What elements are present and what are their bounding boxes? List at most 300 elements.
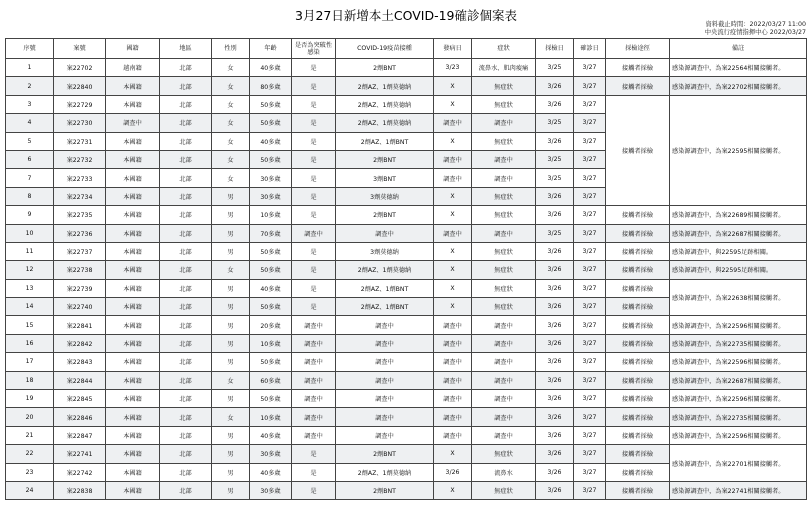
column-header: 性別 [212, 39, 250, 59]
note-cell: 感染源調查中，為案22701相關接觸者。 [670, 445, 807, 482]
onset-date-cell: 調查中 [434, 114, 472, 132]
nationality-cell: 本國籍 [106, 242, 160, 260]
case-no-cell: 20 [6, 408, 54, 426]
vaccination-cell: 調查中 [336, 408, 434, 426]
breakthrough-cell: 是 [292, 481, 336, 499]
age-group-cell: 60多歲 [250, 371, 292, 389]
vaccination-cell: 2劑AZ、1劑莫德納 [336, 95, 434, 113]
test-route-cell: 接觸者採檢 [606, 371, 670, 389]
symptoms-cell: 調查中 [472, 316, 536, 334]
onset-date-cell: 調查中 [434, 316, 472, 334]
sex-cell: 女 [212, 169, 250, 187]
test-date-cell: 3/25 [536, 59, 574, 77]
region-cell: 北部 [160, 298, 212, 316]
data-source: 中央流行疫情指揮中心 2022/03/27 [704, 29, 806, 36]
symptoms-cell: 無症狀 [472, 187, 536, 205]
onset-date-cell: X [434, 261, 472, 279]
note-cell: 感染源調查中，為案22702相關接觸者。 [670, 77, 807, 95]
nationality-cell: 本國籍 [106, 390, 160, 408]
case-id-cell: 案22846 [54, 408, 106, 426]
table-row [6, 408, 807, 426]
confirm-date-cell: 3/27 [574, 390, 606, 408]
confirm-date-cell: 3/27 [574, 334, 606, 352]
breakthrough-cell: 調查中 [292, 353, 336, 371]
age-group-cell: 50多歲 [250, 95, 292, 113]
region-cell: 北部 [160, 242, 212, 260]
column-header: 案號 [54, 39, 106, 59]
symptoms-cell: 無症狀 [472, 242, 536, 260]
case-id-cell: 案22736 [54, 224, 106, 242]
note-cell: 感染源調查中，與22595足跡相關。 [670, 242, 807, 260]
confirm-date-cell: 3/27 [574, 408, 606, 426]
age-group-cell: 50多歲 [250, 261, 292, 279]
test-date-cell: 3/26 [536, 426, 574, 444]
sex-cell: 女 [212, 114, 250, 132]
sex-cell: 男 [212, 224, 250, 242]
nationality-cell: 本國籍 [106, 224, 160, 242]
confirm-date-cell: 3/27 [574, 150, 606, 168]
vaccination-cell: 2劑AZ、1劑莫德納 [336, 77, 434, 95]
onset-date-cell: X [434, 132, 472, 150]
vaccination-cell: 3劑BNT [336, 169, 434, 187]
region-cell: 北部 [160, 445, 212, 463]
nationality-cell: 本國籍 [106, 463, 160, 481]
test-route-cell: 接觸者採檢 [606, 445, 670, 463]
test-route-cell: 接觸者採檢 [606, 77, 670, 95]
breakthrough-cell: 是 [292, 463, 336, 481]
case-id-cell: 案22737 [54, 242, 106, 260]
case-no-cell: 19 [6, 390, 54, 408]
test-date-cell: 3/26 [536, 445, 574, 463]
confirm-date-cell: 3/27 [574, 481, 606, 499]
case-id-cell: 案22730 [54, 114, 106, 132]
case-no-cell: 11 [6, 242, 54, 260]
test-date-cell: 3/26 [536, 132, 574, 150]
vaccination-cell: 2劑BNT [336, 206, 434, 224]
age-group-cell: 40多歲 [250, 59, 292, 77]
age-group-cell: 80多歲 [250, 77, 292, 95]
onset-date-cell: 調查中 [434, 353, 472, 371]
case-id-cell: 案22741 [54, 445, 106, 463]
nationality-cell: 本國籍 [106, 279, 160, 297]
case-no-cell: 14 [6, 298, 54, 316]
case-id-cell: 案22731 [54, 132, 106, 150]
sex-cell: 男 [212, 279, 250, 297]
note-cell: 感染源調查中，為案22596相關接觸者。 [670, 353, 807, 371]
symptoms-cell: 無症狀 [472, 279, 536, 297]
age-group-cell: 40多歲 [250, 426, 292, 444]
region-cell: 北部 [160, 279, 212, 297]
confirm-date-cell: 3/27 [574, 316, 606, 334]
breakthrough-cell: 是 [292, 298, 336, 316]
test-route-cell: 接觸者採檢 [606, 279, 670, 297]
breakthrough-cell: 調查中 [292, 334, 336, 352]
table-header [6, 39, 807, 59]
test-date-cell: 3/26 [536, 481, 574, 499]
case-id-cell: 案22734 [54, 187, 106, 205]
age-group-cell: 40多歲 [250, 463, 292, 481]
confirm-date-cell: 3/27 [574, 261, 606, 279]
symptoms-cell: 無症狀 [472, 95, 536, 113]
onset-date-cell: X [434, 77, 472, 95]
note-cell: 感染源調查中，為案22638相關接觸者。 [670, 279, 807, 316]
sex-cell: 女 [212, 371, 250, 389]
nationality-cell: 本國籍 [106, 77, 160, 95]
case-id-cell: 案22733 [54, 169, 106, 187]
column-header: 採檢途徑 [606, 39, 670, 59]
test-date-cell: 3/25 [536, 114, 574, 132]
case-no-cell: 7 [6, 169, 54, 187]
breakthrough-cell: 調查中 [292, 390, 336, 408]
age-group-cell: 10多歲 [250, 334, 292, 352]
onset-date-cell: X [434, 445, 472, 463]
test-route-cell: 接觸者採檢 [606, 481, 670, 499]
region-cell: 北部 [160, 316, 212, 334]
vaccination-cell: 調查中 [336, 371, 434, 389]
table-row [6, 390, 807, 408]
symptoms-cell: 調查中 [472, 353, 536, 371]
confirm-date-cell: 3/27 [574, 371, 606, 389]
test-date-cell: 3/26 [536, 463, 574, 481]
case-no-cell: 15 [6, 316, 54, 334]
nationality-cell: 本國籍 [106, 481, 160, 499]
sex-cell: 男 [212, 445, 250, 463]
breakthrough-cell: 是 [292, 114, 336, 132]
confirm-date-cell: 3/27 [574, 77, 606, 95]
breakthrough-cell: 是 [292, 242, 336, 260]
case-no-cell: 21 [6, 426, 54, 444]
case-id-cell: 案22740 [54, 298, 106, 316]
case-no-cell: 4 [6, 114, 54, 132]
vaccination-cell: 2劑BNT [336, 59, 434, 77]
vaccination-cell: 調查中 [336, 224, 434, 242]
sex-cell: 男 [212, 481, 250, 499]
sex-cell: 男 [212, 353, 250, 371]
symptoms-cell: 無症狀 [472, 77, 536, 95]
sex-cell: 女 [212, 59, 250, 77]
column-header: COVID-19疫苗接種 [336, 39, 434, 59]
test-date-cell: 3/26 [536, 206, 574, 224]
symptoms-cell: 流鼻水、肌肉痠痛 [472, 59, 536, 77]
case-no-cell: 3 [6, 95, 54, 113]
case-no-cell: 23 [6, 463, 54, 481]
case-id-cell: 案22843 [54, 353, 106, 371]
symptoms-cell: 調查中 [472, 371, 536, 389]
note-cell: 感染源調查中，為案22689相關接觸者。 [670, 206, 807, 224]
case-id-cell: 案22844 [54, 371, 106, 389]
test-route-cell: 接觸者採檢 [606, 353, 670, 371]
region-cell: 北部 [160, 59, 212, 77]
nationality-cell: 本國籍 [106, 334, 160, 352]
page-title: 3月27日新增本土COVID-19確診個案表 [295, 8, 517, 23]
vaccination-cell: 2劑AZ、1劑BNT [336, 132, 434, 150]
symptoms-cell: 無症狀 [472, 132, 536, 150]
region-cell: 北部 [160, 371, 212, 389]
table-row [6, 371, 807, 389]
region-cell: 北部 [160, 169, 212, 187]
nationality-cell: 本國籍 [106, 371, 160, 389]
case-id-cell: 案22742 [54, 463, 106, 481]
note-cell: 感染源調查中，為案22687相關接觸者。 [670, 224, 807, 242]
case-no-cell: 5 [6, 132, 54, 150]
test-route-cell: 接觸者採檢 [606, 224, 670, 242]
breakthrough-cell: 是 [292, 95, 336, 113]
sex-cell: 男 [212, 316, 250, 334]
table-row [6, 445, 807, 463]
symptoms-cell: 流鼻水 [472, 463, 536, 481]
vaccination-cell: 2劑AZ、1劑BNT [336, 298, 434, 316]
breakthrough-cell: 是 [292, 132, 336, 150]
table-row [6, 95, 807, 113]
age-group-cell: 20多歲 [250, 316, 292, 334]
breakthrough-cell: 是 [292, 445, 336, 463]
sex-cell: 男 [212, 390, 250, 408]
age-group-cell: 30多歲 [250, 445, 292, 463]
table-row [6, 316, 807, 334]
test-route-cell: 接觸者採檢 [606, 316, 670, 334]
column-header: 是否為突破性感染 [292, 39, 336, 59]
onset-date-cell: X [434, 298, 472, 316]
confirm-date-cell: 3/27 [574, 426, 606, 444]
column-header: 地區 [160, 39, 212, 59]
test-route-cell: 接觸者採檢 [606, 334, 670, 352]
case-no-cell: 6 [6, 150, 54, 168]
case-no-cell: 22 [6, 445, 54, 463]
test-date-cell: 3/25 [536, 150, 574, 168]
table-row [6, 334, 807, 352]
table-row [6, 242, 807, 260]
vaccination-cell: 調查中 [336, 334, 434, 352]
case-no-cell: 9 [6, 206, 54, 224]
vaccination-cell: 3劑莫德納 [336, 187, 434, 205]
note-cell: 感染源調查中，為案22735相關接觸者。 [670, 334, 807, 352]
case-no-cell: 2 [6, 77, 54, 95]
breakthrough-cell: 調查中 [292, 316, 336, 334]
nationality-cell: 本國籍 [106, 316, 160, 334]
data-cutoff-time: 資料截止時間：2022/03/27 11:00 [705, 21, 806, 28]
breakthrough-cell: 調查中 [292, 224, 336, 242]
test-route-cell: 接觸者採檢 [606, 463, 670, 481]
case-id-cell: 案22729 [54, 95, 106, 113]
breakthrough-cell: 是 [292, 261, 336, 279]
table-row [6, 426, 807, 444]
test-date-cell: 3/25 [536, 169, 574, 187]
test-date-cell: 3/25 [536, 224, 574, 242]
onset-date-cell: 3/26 [434, 463, 472, 481]
confirm-date-cell: 3/27 [574, 95, 606, 113]
case-no-cell: 10 [6, 224, 54, 242]
confirm-date-cell: 3/27 [574, 187, 606, 205]
onset-date-cell: X [434, 279, 472, 297]
nationality-cell: 調查中 [106, 114, 160, 132]
symptoms-cell: 調查中 [472, 408, 536, 426]
onset-date-cell: 調查中 [434, 224, 472, 242]
case-id-cell: 案22841 [54, 316, 106, 334]
region-cell: 北部 [160, 426, 212, 444]
note-cell: 感染源調查中，為案22596相關接觸者。 [670, 390, 807, 408]
onset-date-cell: 3/23 [434, 59, 472, 77]
test-date-cell: 3/26 [536, 298, 574, 316]
age-group-cell: 50多歲 [250, 114, 292, 132]
vaccination-cell: 調查中 [336, 390, 434, 408]
case-no-cell: 18 [6, 371, 54, 389]
confirm-date-cell: 3/27 [574, 242, 606, 260]
case-no-cell: 24 [6, 481, 54, 499]
age-group-cell: 50多歲 [250, 390, 292, 408]
test-route-cell: 接觸者採檢 [606, 390, 670, 408]
onset-date-cell: 調查中 [434, 390, 472, 408]
vaccination-cell: 2劑BNT [336, 150, 434, 168]
column-header: 確診日 [574, 39, 606, 59]
sex-cell: 女 [212, 261, 250, 279]
region-cell: 北部 [160, 224, 212, 242]
symptoms-cell: 調查中 [472, 334, 536, 352]
test-route-cell: 接觸者採檢 [606, 426, 670, 444]
region-cell: 北部 [160, 187, 212, 205]
case-id-cell: 案22735 [54, 206, 106, 224]
vaccination-cell: 2劑BNT [336, 481, 434, 499]
case-no-cell: 17 [6, 353, 54, 371]
sex-cell: 男 [212, 334, 250, 352]
note-cell: 感染源調查中，為案22596相關接觸者。 [670, 316, 807, 334]
column-header: 採檢日 [536, 39, 574, 59]
case-id-cell: 案22738 [54, 261, 106, 279]
confirm-date-cell: 3/27 [574, 132, 606, 150]
table-row [6, 481, 807, 499]
symptoms-cell: 調查中 [472, 114, 536, 132]
vaccination-cell: 2劑AZ、1劑莫德納 [336, 463, 434, 481]
note-cell: 感染源調查中，為案22741相關接觸者。 [670, 481, 807, 499]
vaccination-cell: 調查中 [336, 316, 434, 334]
age-group-cell: 30多歲 [250, 187, 292, 205]
confirm-date-cell: 3/27 [574, 169, 606, 187]
note-cell: 感染源調查中，與22595足跡相關。 [670, 261, 807, 279]
region-cell: 北部 [160, 481, 212, 499]
test-date-cell: 3/26 [536, 242, 574, 260]
test-date-cell: 3/26 [536, 261, 574, 279]
nationality-cell: 本國籍 [106, 95, 160, 113]
table-row [6, 279, 807, 297]
breakthrough-cell: 是 [292, 169, 336, 187]
test-route-cell: 接觸者採檢 [606, 95, 670, 205]
region-cell: 北部 [160, 77, 212, 95]
breakthrough-cell: 是 [292, 206, 336, 224]
vaccination-cell: 調查中 [336, 426, 434, 444]
sex-cell: 男 [212, 187, 250, 205]
test-date-cell: 3/26 [536, 316, 574, 334]
nationality-cell: 本國籍 [106, 353, 160, 371]
symptoms-cell: 無症狀 [472, 481, 536, 499]
table-row [6, 206, 807, 224]
vaccination-cell: 2劑AZ、1劑莫德納 [336, 261, 434, 279]
symptoms-cell: 無症狀 [472, 445, 536, 463]
confirm-date-cell: 3/27 [574, 114, 606, 132]
table-row [6, 261, 807, 279]
test-date-cell: 3/26 [536, 95, 574, 113]
age-group-cell: 10多歲 [250, 206, 292, 224]
nationality-cell: 越南籍 [106, 59, 160, 77]
nationality-cell: 本國籍 [106, 298, 160, 316]
sex-cell: 男 [212, 206, 250, 224]
nationality-cell: 本國籍 [106, 132, 160, 150]
nationality-cell: 本國籍 [106, 187, 160, 205]
age-group-cell: 50多歲 [250, 298, 292, 316]
age-group-cell: 10多歲 [250, 408, 292, 426]
onset-date-cell: X [434, 206, 472, 224]
onset-date-cell: 調查中 [434, 334, 472, 352]
region-cell: 北部 [160, 261, 212, 279]
note-cell: 感染源調查中，為案22596相關接觸者。 [670, 426, 807, 444]
vaccination-cell: 2劑AZ、1劑BNT [336, 279, 434, 297]
column-header: 國籍 [106, 39, 160, 59]
test-date-cell: 3/26 [536, 334, 574, 352]
region-cell: 北部 [160, 408, 212, 426]
table-row [6, 224, 807, 242]
breakthrough-cell: 是 [292, 77, 336, 95]
onset-date-cell: 調查中 [434, 408, 472, 426]
nationality-cell: 本國籍 [106, 408, 160, 426]
onset-date-cell: 調查中 [434, 426, 472, 444]
onset-date-cell: X [434, 95, 472, 113]
age-group-cell: 30多歲 [250, 169, 292, 187]
test-date-cell: 3/26 [536, 390, 574, 408]
age-group-cell: 50多歲 [250, 150, 292, 168]
vaccination-cell: 調查中 [336, 353, 434, 371]
confirm-date-cell: 3/27 [574, 224, 606, 242]
nationality-cell: 本國籍 [106, 261, 160, 279]
region-cell: 北部 [160, 353, 212, 371]
case-id-cell: 案22840 [54, 77, 106, 95]
case-no-cell: 1 [6, 59, 54, 77]
column-header: 備註 [670, 39, 807, 59]
onset-date-cell: 調查中 [434, 169, 472, 187]
confirm-date-cell: 3/27 [574, 206, 606, 224]
case-id-cell: 案22847 [54, 426, 106, 444]
table-row [6, 77, 807, 95]
column-header: 症狀 [472, 39, 536, 59]
symptoms-cell: 無症狀 [472, 261, 536, 279]
column-header: 序號 [6, 39, 54, 59]
test-route-cell: 接觸者採檢 [606, 242, 670, 260]
nationality-cell: 本國籍 [106, 426, 160, 444]
confirm-date-cell: 3/27 [574, 463, 606, 481]
case-table [5, 38, 807, 500]
symptoms-cell: 無症狀 [472, 206, 536, 224]
vaccination-cell: 2劑AZ、1劑莫德納 [336, 114, 434, 132]
sex-cell: 女 [212, 408, 250, 426]
case-no-cell: 16 [6, 334, 54, 352]
test-date-cell: 3/26 [536, 187, 574, 205]
test-route-cell: 接觸者採檢 [606, 298, 670, 316]
sex-cell: 女 [212, 150, 250, 168]
note-cell: 感染源調查中，為案22687相關接觸者。 [670, 371, 807, 389]
note-cell: 感染源調查中，為案22735相關接觸者。 [670, 408, 807, 426]
onset-date-cell: X [434, 187, 472, 205]
test-route-cell: 接觸者採檢 [606, 59, 670, 77]
header-row [6, 39, 807, 59]
table-body [6, 59, 807, 500]
sex-cell: 男 [212, 463, 250, 481]
age-group-cell: 50多歲 [250, 353, 292, 371]
symptoms-cell: 調查中 [472, 224, 536, 242]
symptoms-cell: 調查中 [472, 426, 536, 444]
region-cell: 北部 [160, 114, 212, 132]
test-date-cell: 3/26 [536, 371, 574, 389]
symptoms-cell: 調查中 [472, 390, 536, 408]
vaccination-cell: 2劑BNT [336, 445, 434, 463]
test-date-cell: 3/26 [536, 77, 574, 95]
region-cell: 北部 [160, 463, 212, 481]
